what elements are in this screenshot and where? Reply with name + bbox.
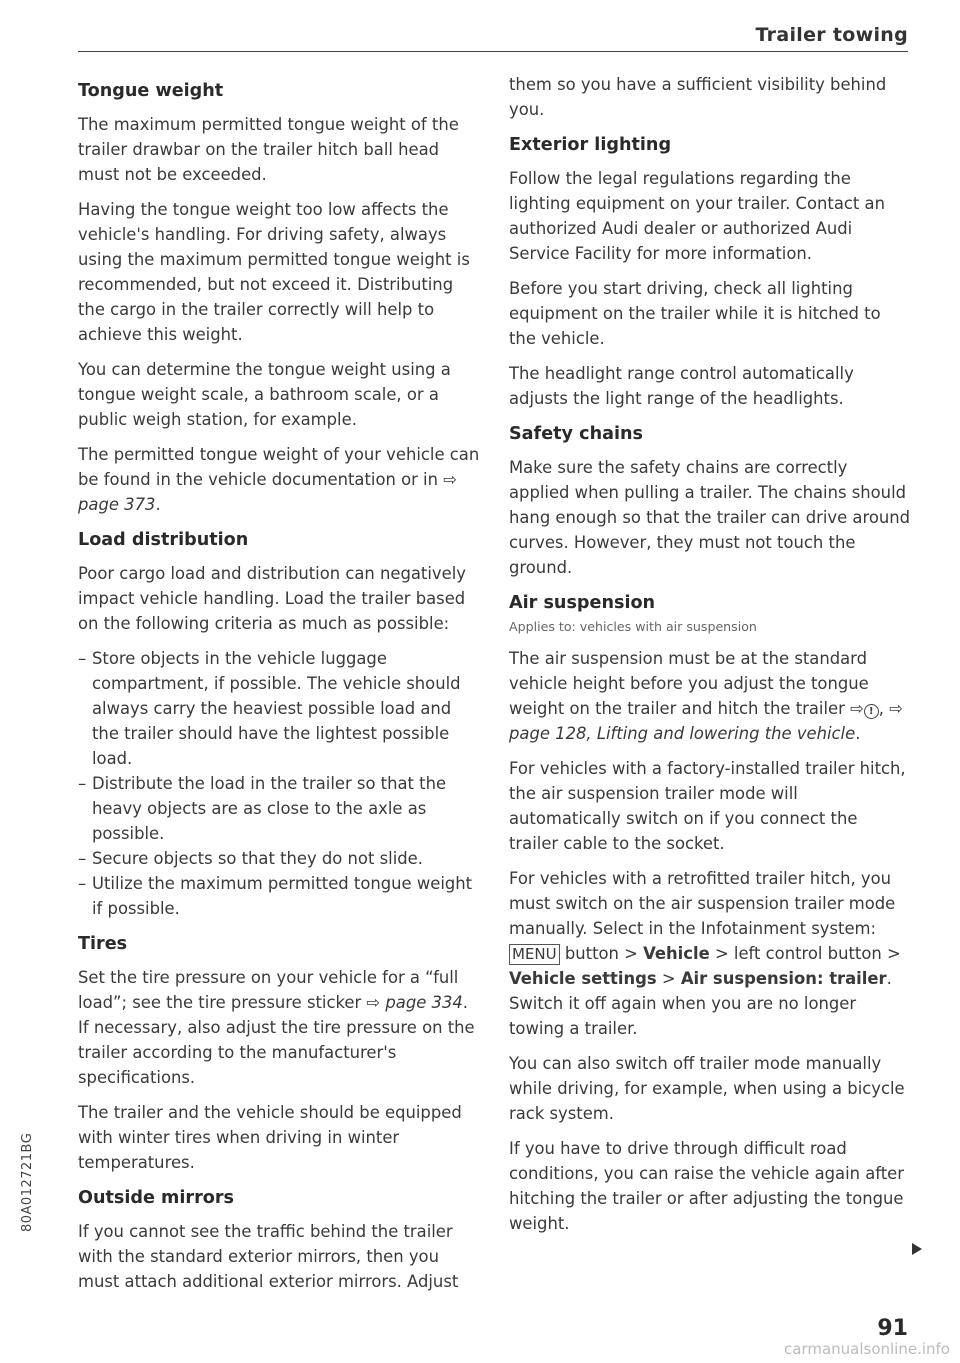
load-distribution-section [78,527,480,921]
p3-left-control: > left control button > [714,944,901,963]
menu-path-vehicle: Vehicle [643,944,710,963]
p3-end-text: . Switch it off again when you are no longer towing a trailer. [509,969,892,1038]
load-distribution-heading: Load distribution [78,530,249,550]
p3-separator: > [661,969,676,988]
page-128-link[interactable]: ⇨ page 128, Lifting and lowering the vehicle [509,699,903,743]
tires-heading: Tires [78,934,128,954]
air-suspension-p1-end: . [855,724,861,743]
list-item: – Store objects in the vehicle luggage compartment, if possible. The vehicle should always carry the heaviest possible load and the trailer should have the lightest possible load. [78,646,480,771]
list-item: – Secure objects so that they do not slide. [78,846,480,871]
exterior-lighting-p1: Follow the legal regulations regarding the lighting equipment on your trailer. Contact an authorized Audi dealer or authorized Audi Service Facility for more information. [509,169,885,263]
right-column [509,72,911,1246]
outside-mirrors-p1: If you cannot see the traffic behind the trailer with the standard exterior mirrors, then you must attach additional exterior mirrors. Adjust [78,1222,459,1291]
page-334-link[interactable]: ⇨ page 334 [366,993,463,1012]
left-column [78,72,480,1304]
exterior-lighting-heading: Exterior lighting [509,135,672,155]
air-suspension-section [509,590,911,1236]
warning-link-arrow[interactable]: ⇨ [850,699,864,718]
air-suspension-p5: If you have to drive through difficult road conditions, you can raise the vehicle again after hitching the trailer or after adjusting the tongue weight. [509,1139,905,1233]
list-item: – Distribute the load in the trailer so that the heavy objects are as close to the axle as possible. [78,771,480,846]
tongue-weight-p1: The maximum permitted tongue weight of the trailer drawbar on the trailer hitch ball head must not be exceeded. [78,115,459,184]
air-suspension-p3 [509,866,911,1041]
list-item: – Utilize the maximum permitted tongue weight if possible. [78,871,480,921]
safety-chains-heading: Safety chains [509,424,643,444]
exterior-lighting-p3: The headlight range control automatically adjusts the light range of the headlights. [509,364,854,408]
caution-icon[interactable]: ! [864,704,879,719]
safety-chains-section [509,421,911,580]
air-suspension-p1 [509,646,911,746]
air-suspension-p1-text: The air suspension must be at the standard vehicle height before you adjust the tongue weight on the trailer and hitch the trailer [509,649,869,718]
header-rule [78,51,908,52]
outside-mirrors-continued: them so you have a sufficient visibility behind you. [509,75,887,119]
air-suspension-p2: For vehicles with a factory-installed trailer hitch, the air suspension trailer mode will automatically switch on if you connect the trailer cable to the socket. [509,759,906,853]
tires-p1-rest: . If necessary, also adjust the tire pressure on the trailer according to the manufacturer's specifications. [78,993,475,1087]
air-suspension-p3-text: For vehicles with a retrofitted trailer hitch, you must switch on the air suspension trailer mode manually. Select in the Infotainment system: [509,869,896,938]
tires-section [78,931,480,1175]
continue-arrow-icon [912,1243,922,1255]
applies-to-note: Applies to: vehicles with air suspension [509,619,757,634]
watermark: carmanualsonline.info [784,1340,950,1358]
load-distribution-list [78,646,480,921]
air-suspension-p4: You can also switch off trailer mode manually while driving, for example, when using a bicycle rack system. [509,1054,905,1123]
tongue-weight-heading: Tongue weight [78,81,224,101]
tongue-weight-p4-end: . [155,495,161,514]
page-number: 91 [877,1316,908,1341]
tongue-weight-p2: Having the tongue weight too low affects the vehicle's handling. For driving safety, always using the maximum permitted tongue weight is recommended, but not exceed it. Distributing the cargo in the trailer correctly will help to achieve this weight. [78,200,470,344]
p3-button-text: button > [564,944,638,963]
tongue-weight-p4 [78,442,480,517]
tires-p1 [78,965,480,1090]
tires-p2: The trailer and the vehicle should be equipped with winter tires when driving in winter temperatures. [78,1103,462,1172]
menu-path-air-suspension-trailer: Air suspension: trailer [680,969,887,988]
air-suspension-heading: Air suspension [509,593,656,613]
exterior-lighting-section [509,132,911,411]
outside-mirrors-heading: Outside mirrors [78,1188,234,1208]
menu-path-vehicle-settings: Vehicle settings [509,969,657,988]
air-suspension-p1-comma: , [878,699,885,718]
tires-p1-text: Set the tire pressure on your vehicle for a “full load”; see the tire pressure sticker [78,968,459,1012]
outside-mirrors-section [78,1185,480,1294]
menu-key: MENU [509,944,560,965]
safety-chains-p1: Make sure the safety chains are correctly applied when pulling a trailer. The chains should hang enough so that the trailer can drive around curves. However, they must not touch the ground. [509,458,911,577]
tongue-weight-section [78,78,480,517]
load-distribution-p1: Poor cargo load and distribution can negatively impact vehicle handling. Load the trailer based on the following criteria as much as possible: [78,564,466,633]
running-header-title: Trailer towing [755,24,908,46]
tongue-weight-p4-text: The permitted tongue weight of your vehicle can be found in the vehicle documentation or in [78,445,480,489]
document-code: 80A012721BG [20,1132,35,1232]
exterior-lighting-p2: Before you start driving, check all lighting equipment on the trailer while it is hitched to the vehicle. [509,279,881,348]
page-373-link[interactable]: ⇨ page 373 [78,470,457,514]
tongue-weight-p3: You can determine the tongue weight using a tongue weight scale, a bathroom scale, or a public weigh station, for example. [78,360,451,429]
